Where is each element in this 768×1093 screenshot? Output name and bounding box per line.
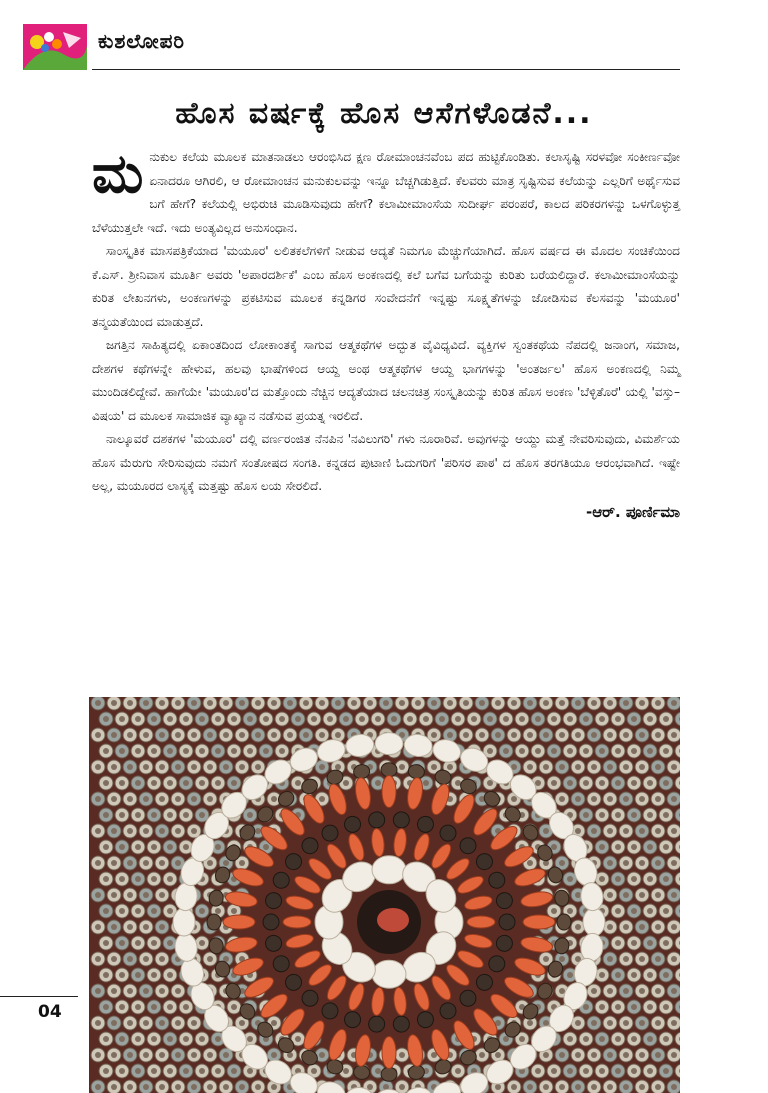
header-divider (92, 69, 680, 70)
article-paragraph: ಸಾಂಸ್ಕೃತಿಕ ಮಾಸಪತ್ರಿಕೆಯಾದ 'ಮಯೂರ' ಲಲಿತಕಲೆಗಳಿಗೆ ನೀಡುವ ಆದ್ಯತೆ ನಿಮಗೂ ಮೆಚ್ಚುಗೆಯಾಗಿದೆ. ಹೊಸ ವರ್ಷದ ಈ ಮೊದಲ ಸಂಚಿಕೆಯಿಂದ ಕೆ.ಎಸ್. ಶ್ರೀನಿವಾಸ ಮೂರ್ತಿ ಅವರು 'ಅಪಾರದರ್ಶಿಕೆ' ಎಂಬ ಹೊಸ ಅಂಕಣದಲ್ಲಿ ಕಲೆ ಬಗೆವ ಬಗೆಯನ್ನು ಕುರಿತು ಬರೆಯಲಿದ್ದಾರೆ. ಕಲಾಮೀಮಾಂಸೆಯನ್ನು ಕುರಿತ ಲೇಖನಗಳು, ಅಂಕಣಗಳನ್ನು ಪ್ರಕಟಿಸುವ ಮೂಲಕ ಕನ್ನಡಿಗರ ಸಂವೇದನೆಗೆ ಇನ್ನಷ್ಟು ಸೂಕ್ಷ್ಮತೆಗಳನ್ನು ಜೋಡಿಸುವ ಕೆಲಸವನ್ನು 'ಮಯೂರ' ತನ್ಮಯತೆಯಿಂದ ಮಾಡುತ್ತದೆ. (92, 244, 680, 329)
section-title: ಕುಶಲೋಪರಿ (98, 29, 185, 53)
article-paragraph (92, 141, 680, 240)
shell-mandala-photo (89, 697, 680, 1093)
article-headline: ಹೊಸ ವರ್ಷಕ್ಕೆ ಹೊಸ ಆಸೆಗಳೊಡನೆ... (175, 96, 593, 131)
magazine-logo-icon (23, 24, 87, 70)
paragraph-text: ನುಕುಲ ಕಲೆಯ ಮೂಲಕ ಮಾತನಾಡಲು ಆರಂಭಿಸಿದ ಕ್ಷಣ ರೋಮಾಂಚನವೆಂಬ ಪದ ಹುಟ್ಟಿಕೊಂಡಿತು. ಕಲಾಸೃಷ್ಟಿ ಸರಳವೋ ಸಂಕೀರ್ಣವೋ ಏನಾದರೂ ಆಗಿರಲಿ, ಆ ರೋಮಾಂಚನ ಮನುಕುಲವನ್ನು ಇನ್ನೂ ಬೆಚ್ಚಗಿಡುತ್ತಿದೆ. ಕೆಲವರು ಮಾತ್ರ ಸೃಷ್ಟಿಸುವ ಕಲೆಯನ್ನು ಎಲ್ಲರಿಗೆ ಅರ್ಥೈಸುವ ಬಗೆ ಹೇಗೆ? ಕಲೆಯಲ್ಲಿ ಅಭಿರುಚಿ ಮೂಡಿಸುವುದು ಹೇಗೆ? ಕಲಾಮೀಮಾಂಸೆಯ ಸುದೀರ್ಘ ಪರಂಪರೆ, ಕಾಲದ ಪರಿಕರಗಳನ್ನು ಒಳಗೊಳ್ಳುತ್ತ ಬೆಳೆಯುತ್ತಲೇ ಇದೆ. ಇದು ಅಂತ್ಯವಿಲ್ಲದ ಅನುಸಂಧಾನ. (92, 150, 680, 235)
article-body (92, 141, 680, 524)
author-signature: -ಆರ್. ಪೂರ್ಣಿಮಾ (586, 502, 680, 521)
drop-cap: ಮ (92, 141, 144, 205)
article-paragraph: ಜಗತ್ತಿನ ಸಾಹಿತ್ಯದಲ್ಲಿ ಏಕಾಂತದಿಂದ ಲೋಕಾಂತಕ್ಕೆ ಸಾಗುವ ಆತ್ಮಕಥೆಗಳ ಅದ್ಭುತ ವೈವಿಧ್ಯವಿದೆ. ವ್ಯಕ್ತಿಗಳ ಸ್ವಂತಕಥೆಯ ನೆಪದಲ್ಲಿ ಜನಾಂಗ, ಸಮಾಜ, ದೇಶಗಳ ಕಥೆಗಳನ್ನೇ ಹೇಳುವ, ಹಲವು ಭಾಷೆಗಳಿಂದ ಆಯ್ದ ಅಂಥ ಆತ್ಮಕಥೆಗಳ ಆಯ್ದ ಭಾಗಗಳನ್ನು 'ಅಂತರ್ಜಲ' ಹೊಸ ಅಂಕಣದಲ್ಲಿ ನಿಮ್ಮ ಮುಂದಿಡಲಿದ್ದೇವೆ. ಹಾಗೆಯೇ 'ಮಯೂರ'ದ ಮತ್ತೊಂದು ನೆಚ್ಚಿನ ಆದ್ಯತೆಯಾದ ಚಲನಚಿತ್ರ ಸಂಸ್ಕೃತಿಯನ್ನು ಕುರಿತ ಹೊಸ ಅಂಕಣ 'ಬೆಳ್ಳಿತೊರೆ' ಯಲ್ಲಿ 'ವಸ್ತು–ವಿಷಯ' ದ ಮೂಲಕ ಸಾಮಾಜಿಕ ವ್ಯಾಖ್ಯಾನ ನಡೆಸುವ ಪ್ರಯತ್ನ ಇರಲಿದೆ. (92, 338, 680, 423)
article-paragraph: ನಾಲ್ಕೂವರೆ ದಶಕಗಳ 'ಮಯೂರ' ದಲ್ಲಿ ವರ್ಣರಂಜಿತ ನೆನಪಿನ 'ನವಿಲುಗರಿ' ಗಳು ನೂರಾರಿವೆ. ಅವುಗಳನ್ನು ಆಯ್ದು ಮತ್ತೆ ನೇವರಿಸುವುದು, ವಿಮರ್ಶೆಯ ಹೊಸ ಮೆರುಗು ಸೇರಿಸುವುದು ನಮಗೆ ಸಂತೋಷದ ಸಂಗತಿ. ಕನ್ನಡದ ಪುಟಾಣಿ ಓದುಗರಿಗೆ 'ಪರಿಸರ ಪಾಠ' ದ ಹೊಸ ತರಗತಿಯೂ ಆರಂಭವಾಗಿದೆ. ಇಷ್ಟೇ ಅಲ್ಲ, ಮಯೂರದ ಲಾಸ್ಯಕ್ಕೆ ಮತ್ತಷ್ಟು ಹೊಸ ಲಯ ಸೇರಲಿದೆ. (92, 432, 680, 493)
shell-mandala-image (89, 697, 680, 1093)
page-number: 04 (38, 1002, 62, 1022)
page-number-rule (0, 996, 78, 997)
